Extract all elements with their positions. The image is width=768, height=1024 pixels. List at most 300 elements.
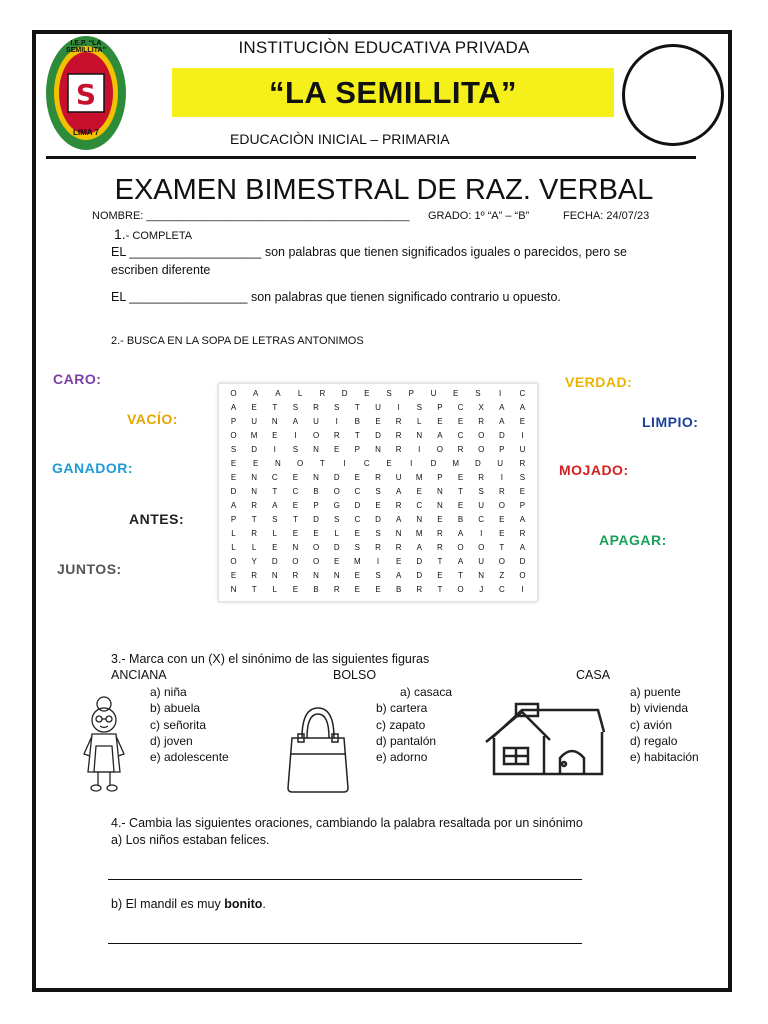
word-search-letter[interactable]: S	[386, 389, 392, 398]
word-search-row	[224, 487, 532, 496]
word-search-letter[interactable]: E	[272, 543, 278, 552]
q3-label-anciana: ANCIANA	[111, 668, 167, 682]
word-search-letter[interactable]: P	[408, 389, 414, 398]
word-search-letter[interactable]: O	[297, 459, 304, 468]
word-search-letter[interactable]: E	[457, 473, 464, 482]
word-search-letter[interactable]: E	[334, 557, 340, 566]
word-search-letter[interactable]: S	[519, 473, 526, 482]
word-search-letter[interactable]: T	[458, 487, 463, 496]
word-search-letter[interactable]: I	[294, 431, 297, 440]
word-search-letter[interactable]: T	[354, 431, 360, 440]
word-search-grid[interactable]	[218, 383, 538, 602]
word-search-letter[interactable]: R	[251, 529, 258, 538]
word-search-letter[interactable]: O	[312, 543, 320, 552]
q1-number: 1.	[114, 226, 126, 242]
word-search-letter[interactable]: L	[231, 529, 236, 538]
word-search-letter[interactable]: S	[375, 487, 381, 496]
word-search-letter[interactable]: T	[354, 403, 360, 412]
word-search-letter[interactable]: O	[312, 557, 320, 566]
word-search-letter[interactable]: E	[457, 501, 464, 510]
word-search-letter[interactable]: P	[519, 501, 526, 510]
word-search-letter[interactable]: O	[498, 557, 505, 566]
q3-options-casa	[630, 684, 699, 765]
logo-text-bottom: LIMA 7	[73, 128, 99, 137]
word-search-letter[interactable]: A	[272, 501, 278, 510]
exam-title: EXAMEN BIMESTRAL DE RAZ. VERBAL	[114, 174, 654, 206]
word-search-letter[interactable]: R	[519, 459, 526, 468]
word-search-letter[interactable]: L	[251, 543, 257, 552]
word-search-letter[interactable]: E	[354, 571, 361, 580]
word-search-letter[interactable]: P	[437, 473, 443, 482]
q4-sentence-a: a) Los niños estaban felices.	[111, 833, 270, 847]
word-search-letter[interactable]: I	[410, 459, 413, 468]
word-search-letter[interactable]: P	[499, 445, 505, 454]
antonym-word: MOJADO:	[559, 462, 629, 478]
word-search-letter[interactable]: T	[251, 515, 257, 524]
word-search-letter[interactable]: D	[230, 487, 237, 496]
word-search-letter[interactable]: T	[272, 487, 278, 496]
word-search-letter[interactable]: U	[497, 459, 504, 468]
word-search-row	[224, 431, 532, 440]
option[interactable]: a) casaca	[400, 685, 453, 699]
word-search-letter[interactable]: M	[250, 431, 258, 440]
word-search-letter[interactable]: A	[499, 403, 505, 412]
word-search-letter[interactable]: R	[375, 473, 381, 482]
word-search-letter[interactable]: Y	[251, 557, 257, 566]
word-search-row	[224, 459, 532, 468]
option[interactable]: c) señorita	[150, 717, 207, 732]
word-search-letter[interactable]: S	[416, 403, 422, 412]
school-name: “LA SEMILLITA”	[268, 74, 518, 110]
word-search-row	[224, 417, 532, 426]
word-search-letter[interactable]: N	[271, 571, 278, 580]
word-search-letter[interactable]: I	[335, 417, 338, 426]
option[interactable]: e) habitación	[630, 750, 699, 765]
word-search-letter[interactable]: C	[416, 501, 423, 510]
word-search-letter[interactable]: R	[416, 585, 423, 594]
word-search-letter[interactable]: C	[363, 459, 370, 468]
q1-line-1b: escriben diferente	[111, 263, 211, 277]
word-search-letter[interactable]: U	[375, 403, 381, 412]
word-search-letter[interactable]: E	[230, 459, 237, 468]
word-search-letter[interactable]: Z	[499, 571, 505, 580]
word-search-row	[224, 529, 532, 538]
word-search-letter[interactable]: I	[418, 445, 421, 454]
word-search-letter[interactable]: C	[519, 389, 526, 398]
word-search-letter[interactable]: U	[478, 557, 485, 566]
word-search-letter[interactable]: I	[521, 431, 524, 440]
antonym-word: LIMPIO:	[642, 414, 699, 430]
header-divider	[46, 156, 696, 159]
word-search-letter[interactable]: R	[478, 417, 485, 426]
antonym-word: VERDAD:	[565, 374, 633, 390]
word-search-letter[interactable]: A	[395, 515, 402, 524]
word-search-letter[interactable]: P	[354, 445, 361, 454]
word-search-letter[interactable]: T	[499, 543, 505, 552]
option[interactable]: b) cartera	[376, 701, 428, 716]
word-search-letter[interactable]: S	[272, 515, 278, 524]
word-search-letter[interactable]: D	[416, 571, 423, 580]
q4-sentence-b	[111, 897, 266, 911]
word-search-letter[interactable]: I	[273, 445, 276, 454]
word-search-letter[interactable]: C	[478, 515, 485, 524]
svg-text:S: S	[75, 78, 97, 111]
word-search-letter[interactable]: B	[313, 487, 319, 496]
word-search-letter[interactable]: J	[479, 585, 484, 594]
word-search-letter[interactable]: E	[364, 389, 370, 398]
word-search-letter[interactable]: R	[437, 529, 443, 538]
word-search-letter[interactable]: R	[457, 445, 464, 454]
word-search-letter[interactable]: X	[478, 403, 484, 412]
option[interactable]: c) zapato	[376, 717, 426, 732]
antonym-word: GANADOR:	[52, 460, 133, 476]
word-search-letter[interactable]: T	[292, 515, 298, 524]
word-search-letter[interactable]: D	[333, 473, 340, 482]
word-search-letter[interactable]: B	[395, 585, 402, 594]
word-search-letter[interactable]: E	[437, 571, 443, 580]
word-search-letter[interactable]: D	[271, 557, 278, 566]
word-search-letter[interactable]: R	[478, 473, 485, 482]
word-search-letter[interactable]: S	[375, 571, 381, 580]
word-search-letter[interactable]: I	[499, 389, 502, 398]
word-search-letter[interactable]: A	[253, 389, 259, 398]
word-search-letter[interactable]: A	[519, 543, 526, 552]
word-search-letter[interactable]: M	[415, 529, 423, 538]
word-search-letter[interactable]: L	[272, 529, 277, 538]
word-search-letter[interactable]: R	[333, 585, 340, 594]
word-search-letter[interactable]: E	[395, 557, 402, 566]
word-search-letter[interactable]: R	[333, 431, 340, 440]
institution-type: INSTITUCIÒN EDUCATIVA PRIVADA	[238, 38, 530, 57]
house-illustration	[484, 700, 608, 778]
word-search-letter[interactable]: T	[437, 557, 443, 566]
word-search-letter[interactable]: O	[478, 445, 485, 454]
word-search-letter[interactable]: E	[499, 515, 505, 524]
word-search-letter[interactable]: C	[292, 487, 299, 496]
word-search-letter[interactable]: E	[453, 389, 459, 398]
word-search-letter[interactable]: N	[437, 487, 443, 496]
word-search-letter[interactable]: R	[251, 571, 258, 580]
word-search-letter[interactable]: I	[480, 529, 483, 538]
word-search-letter[interactable]: O	[230, 431, 237, 440]
word-search-letter[interactable]: O	[333, 487, 340, 496]
logo-text-top: I.E.P. “LA SEMILLITA”	[66, 40, 106, 54]
word-search-letter[interactable]: C	[271, 473, 278, 482]
word-search-letter[interactable]: O	[436, 445, 444, 454]
word-search-letter[interactable]: M	[415, 473, 423, 482]
word-search-letter[interactable]: D	[416, 557, 423, 566]
word-search-letter[interactable]: T	[251, 585, 257, 594]
option[interactable]: e) adolescente	[150, 750, 229, 765]
word-search-letter[interactable]: R	[395, 431, 402, 440]
word-search-letter[interactable]: D	[313, 515, 319, 524]
option[interactable]: b) vivienda	[630, 701, 689, 716]
word-search-letter[interactable]: A	[395, 571, 402, 580]
word-search-letter[interactable]: I	[500, 473, 503, 482]
word-search-letter[interactable]: U	[395, 473, 402, 482]
word-search-letter[interactable]: S	[354, 543, 361, 552]
word-search-letter[interactable]: R	[437, 543, 443, 552]
word-search-letter[interactable]: O	[498, 501, 505, 510]
word-search-letter[interactable]: U	[478, 501, 485, 510]
word-search-letter[interactable]: D	[251, 445, 258, 454]
antonym-word: JUNTOS:	[57, 561, 122, 577]
word-search-letter[interactable]: I	[397, 403, 400, 412]
word-search-letter[interactable]: A	[395, 487, 402, 496]
word-search-letter[interactable]: E	[230, 473, 237, 482]
word-search-letter[interactable]: R	[319, 389, 326, 398]
handbag-illustration	[284, 704, 352, 794]
word-search-letter[interactable]: N	[375, 445, 381, 454]
word-search-letter[interactable]: N	[416, 515, 423, 524]
word-search-letter[interactable]: R	[251, 501, 258, 510]
option[interactable]: d) pantalón	[376, 733, 437, 748]
word-search-letter[interactable]: E	[354, 585, 361, 594]
word-search-letter[interactable]: O	[519, 571, 526, 580]
word-search-row	[224, 515, 532, 524]
word-search-letter[interactable]: A	[230, 403, 237, 412]
word-search-letter[interactable]: U	[519, 445, 526, 454]
word-search-letter[interactable]: A	[416, 543, 422, 552]
word-search-letter[interactable]: O	[478, 543, 485, 552]
word-search-letter[interactable]: E	[292, 473, 299, 482]
word-search-letter[interactable]: D	[475, 459, 481, 468]
q2-heading: 2.- BUSCA EN LA SOPA DE LETRAS ANTONIMOS	[111, 335, 364, 347]
q1-line-2: EL _________________ son palabras que tienen significado contrario u opuesto.	[111, 290, 561, 304]
word-search-letter[interactable]: N	[275, 459, 281, 468]
word-search-letter[interactable]: E	[292, 529, 299, 538]
q4-sentence-b-suffix: .	[262, 897, 266, 911]
word-search-letter[interactable]: C	[457, 431, 464, 440]
word-search-letter[interactable]: B	[457, 515, 464, 524]
q3-label-bolso: BOLSO	[333, 668, 377, 682]
word-search-row	[224, 473, 532, 482]
word-search-letter[interactable]: R	[395, 417, 402, 426]
word-search-letter[interactable]: N	[313, 445, 319, 454]
highlighted-word: bonito	[224, 897, 263, 911]
word-search-letter[interactable]: N	[292, 543, 299, 552]
option[interactable]: b) abuela	[150, 701, 201, 716]
word-search-letter[interactable]: S	[334, 403, 340, 412]
word-search-letter[interactable]: T	[437, 585, 443, 594]
word-search-letter[interactable]: O	[312, 431, 320, 440]
word-search-letter[interactable]: S	[375, 529, 381, 538]
word-search-letter[interactable]: L	[297, 389, 303, 398]
word-search-letter[interactable]: E	[457, 417, 464, 426]
word-search-letter[interactable]: T	[272, 403, 278, 412]
word-search-letter[interactable]: E	[354, 473, 361, 482]
word-search-letter[interactable]: A	[275, 389, 281, 398]
word-search-letter[interactable]: O	[230, 389, 237, 398]
word-search-letter[interactable]: O	[230, 557, 237, 566]
date-text: FECHA: 24/07/23	[563, 210, 650, 222]
word-search-letter[interactable]: A	[519, 515, 526, 524]
word-search-letter[interactable]: D	[519, 557, 526, 566]
q3-options-bolso	[376, 684, 452, 765]
word-search-letter[interactable]: A	[292, 417, 299, 426]
word-search-letter[interactable]: U	[430, 389, 437, 398]
option[interactable]: d) regalo	[630, 733, 678, 748]
word-search-letter[interactable]: D	[375, 515, 381, 524]
antonym-word: ANTES:	[129, 511, 185, 527]
word-search-letter[interactable]: N	[437, 501, 443, 510]
word-search-letter[interactable]: D	[375, 431, 381, 440]
word-search-row	[224, 543, 532, 552]
word-search-letter[interactable]: L	[231, 543, 236, 552]
word-search-letter[interactable]: E	[354, 529, 361, 538]
word-search-letter[interactable]: L	[417, 417, 422, 426]
word-search-letter[interactable]: N	[271, 417, 278, 426]
word-search-letter[interactable]: P	[230, 417, 237, 426]
word-search-letter[interactable]: D	[341, 389, 348, 398]
word-search-letter[interactable]: A	[519, 403, 526, 412]
word-search-letter[interactable]: R	[313, 403, 319, 412]
word-search-row	[224, 403, 532, 412]
word-search-letter[interactable]: E	[272, 431, 278, 440]
word-search-row	[224, 445, 532, 454]
q3-options-anciana	[150, 684, 229, 765]
word-search-letter[interactable]: S	[292, 445, 299, 454]
grandmother-illustration	[74, 694, 134, 794]
word-search-letter[interactable]: E	[375, 417, 381, 426]
word-search-letter[interactable]: P	[230, 515, 237, 524]
word-search-letter[interactable]: A	[437, 431, 443, 440]
q4-sentence-b-prefix: b) El mandil es muy	[111, 897, 225, 911]
word-search-letter[interactable]: N	[251, 487, 258, 496]
word-search-letter[interactable]: B	[313, 585, 319, 594]
word-search-letter[interactable]: L	[334, 529, 339, 538]
word-search-row	[224, 585, 532, 594]
word-search-letter[interactable]: E	[519, 487, 526, 496]
q1-heading-text: - COMPLETA	[125, 230, 193, 242]
word-search-letter[interactable]: E	[437, 417, 443, 426]
word-search-letter[interactable]: N	[333, 571, 340, 580]
antonym-word: VACÍO:	[127, 411, 178, 427]
word-search-letter[interactable]: O	[292, 557, 299, 566]
word-search-letter[interactable]: A	[457, 529, 464, 538]
word-search-letter[interactable]: O	[478, 431, 485, 440]
word-search-letter[interactable]: E	[292, 501, 299, 510]
word-search-letter[interactable]: E	[292, 585, 299, 594]
word-search-letter[interactable]: S	[334, 515, 340, 524]
word-search-letter[interactable]: D	[430, 459, 437, 468]
word-search-letter[interactable]: B	[354, 417, 361, 426]
word-search-letter[interactable]: E	[386, 459, 392, 468]
word-search-letter[interactable]: U	[251, 417, 258, 426]
word-search-letter[interactable]: N	[313, 571, 319, 580]
word-search-letter[interactable]: D	[354, 501, 361, 510]
word-search-letter[interactable]: T	[319, 459, 325, 468]
q4-heading: 4.- Cambia las siguientes oraciones, cambiando la palabra resaltada por un sinónimo	[111, 816, 583, 830]
word-search-letter[interactable]: E	[375, 501, 381, 510]
option[interactable]: a) niña	[150, 685, 187, 699]
word-search-letter[interactable]: A	[499, 417, 505, 426]
word-search-letter[interactable]: D	[498, 431, 505, 440]
word-search-letter[interactable]: T	[458, 571, 463, 580]
word-search-letter[interactable]: A	[230, 501, 237, 510]
word-search-letter[interactable]: S	[478, 487, 484, 496]
option[interactable]: c) avión	[630, 717, 673, 732]
education-levels: EDUCACIÒN INICIAL – PRIMARIA	[230, 131, 450, 147]
q1-line-1: EL ___________________ son palabras que tienen significados iguales o parecidos, pero se	[111, 245, 627, 259]
word-search-letter[interactable]: E	[519, 417, 526, 426]
q1-heading	[114, 226, 192, 242]
q4-answer-line-a[interactable]	[108, 879, 582, 880]
word-search-letter[interactable]: R	[375, 543, 381, 552]
word-search-letter[interactable]: C	[457, 403, 464, 412]
option[interactable]: d) joven	[150, 733, 193, 748]
word-search-letter[interactable]: E	[437, 515, 443, 524]
word-search-letter[interactable]: N	[395, 529, 402, 538]
antonym-word: CARO:	[53, 371, 102, 387]
word-search-letter[interactable]: R	[395, 501, 402, 510]
word-search-row	[224, 501, 532, 510]
word-search-letter[interactable]: E	[334, 445, 340, 454]
word-search-letter[interactable]: M	[354, 557, 361, 566]
q3-label-casa: CASA	[576, 668, 611, 682]
word-search-letter[interactable]: N	[478, 571, 485, 580]
word-search-letter[interactable]: E	[251, 403, 257, 412]
option[interactable]: e) adorno	[376, 750, 428, 765]
word-search-letter[interactable]: N	[313, 473, 319, 482]
word-search-letter[interactable]: E	[375, 585, 381, 594]
grade-text: GRADO: 1º “A” – “B”	[428, 210, 530, 222]
word-search-letter[interactable]: N	[251, 473, 258, 482]
q4-answer-line-b[interactable]	[108, 943, 582, 944]
word-search-letter[interactable]: C	[498, 585, 505, 594]
q3-heading: 3.- Marca con un (X) el sinónimo de las siguientes figuras	[111, 652, 430, 666]
word-search-letter[interactable]: E	[313, 529, 319, 538]
word-search-letter[interactable]: M	[452, 459, 460, 468]
word-search-letter[interactable]: I	[376, 557, 380, 566]
word-search-letter[interactable]: I	[343, 459, 346, 468]
word-search-letter[interactable]: D	[333, 543, 340, 552]
word-search-letter[interactable]: N	[416, 431, 423, 440]
word-search-letter[interactable]: R	[519, 529, 526, 538]
word-search-letter[interactable]: G	[333, 501, 340, 510]
word-search-letter[interactable]: L	[272, 585, 277, 594]
word-search-letter[interactable]: S	[292, 403, 299, 412]
word-search-letter[interactable]: R	[292, 571, 299, 580]
word-search-letter[interactable]: R	[498, 487, 505, 496]
word-search-letter[interactable]: R	[395, 543, 402, 552]
word-search-letter[interactable]: A	[457, 557, 464, 566]
option[interactable]: a) puente	[630, 685, 681, 699]
name-field[interactable]: NOMBRE: ___________________________________________	[92, 210, 410, 222]
word-search-letter[interactable]: U	[313, 417, 319, 426]
word-search-letter[interactable]: E	[253, 459, 259, 468]
word-search-letter[interactable]: S	[230, 445, 237, 454]
word-search-row	[224, 571, 532, 580]
word-search-letter[interactable]: P	[437, 403, 443, 412]
word-search-letter[interactable]: S	[475, 389, 481, 398]
word-search-letter[interactable]: C	[354, 487, 361, 496]
word-search-letter[interactable]: P	[313, 501, 319, 510]
antonym-word: APAGAR:	[599, 532, 667, 548]
word-search-letter[interactable]: C	[354, 515, 361, 524]
word-search-letter[interactable]: N	[230, 585, 237, 594]
word-search-letter[interactable]: E	[499, 529, 505, 538]
word-search-letter[interactable]: E	[230, 571, 237, 580]
word-search-letter[interactable]: O	[457, 585, 464, 594]
word-search-letter[interactable]: I	[521, 585, 524, 594]
word-search-letter[interactable]: R	[395, 445, 402, 454]
word-search-letter[interactable]: E	[416, 487, 422, 496]
grade-circle	[622, 44, 724, 146]
word-search-row	[224, 557, 532, 566]
word-search-letter[interactable]: O	[457, 543, 464, 552]
word-search-row	[224, 389, 532, 398]
